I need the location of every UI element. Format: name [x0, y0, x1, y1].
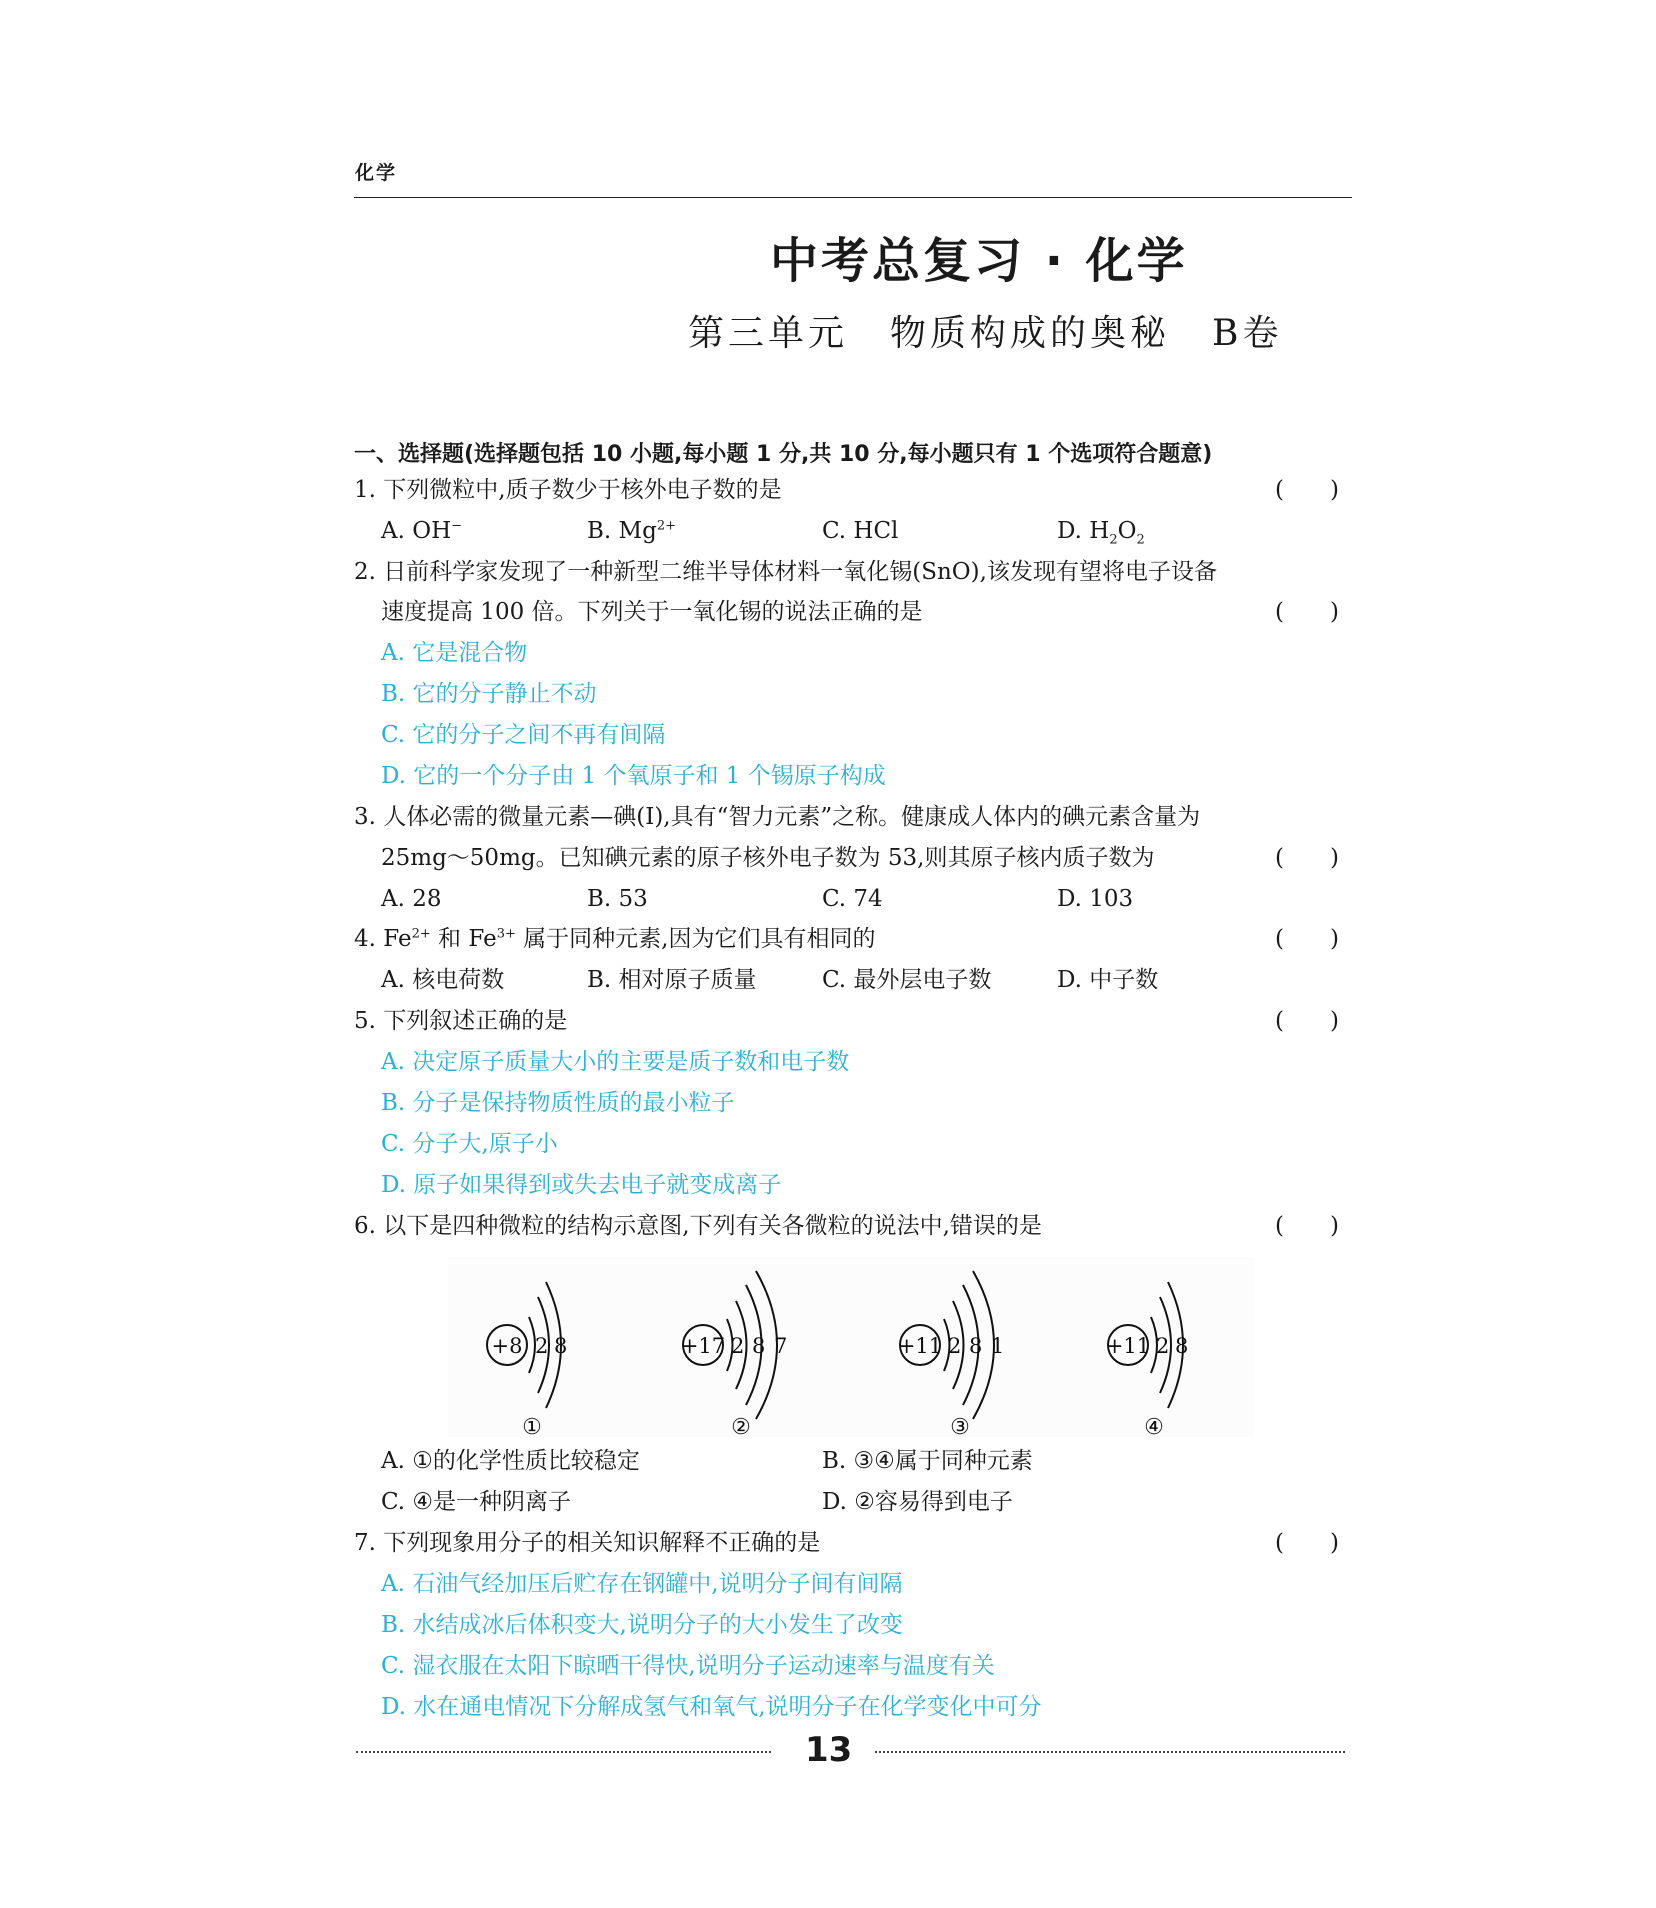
q7-answer-paren: ( ) [1275, 1530, 1339, 1556]
particle-1-nucleus-charge: +8 [491, 1334, 523, 1358]
q7-option-d: D. 水在通电情况下分解成氢气和氧气,说明分子在化学变化中可分 [381, 1694, 1042, 1720]
particle-1-diagram [487, 1282, 567, 1437]
sub-title-unit: 第三单元 [688, 313, 849, 354]
q3-option-b: B. 53 [587, 886, 648, 912]
q2-answer-paren: ( ) [1275, 599, 1339, 625]
q4-answer-paren: ( ) [1275, 926, 1339, 952]
q5-answer-paren: ( ) [1275, 1008, 1339, 1034]
q5-stem: 5. 下列叙述正确的是 [354, 1008, 568, 1034]
q4-option-a: A. 核电荷数 [381, 967, 505, 993]
particle-2-diagram [681, 1271, 788, 1437]
q2-stem-line2: 速度提高 100 倍。下列关于一氧化锡的说法正确的是 [381, 599, 923, 625]
footer-dotted-rule-right [875, 1751, 1345, 1753]
particle-3-shell-3: 1 [991, 1334, 1005, 1358]
q1-option-c: C. HCl [822, 518, 899, 544]
sub-title [688, 305, 1283, 356]
q1-option-a: A. OH− [381, 518, 463, 544]
footer-dotted-rule-left [356, 1751, 771, 1753]
particle-2-nucleus-charge: +17 [680, 1334, 726, 1358]
q3-option-c: C. 74 [822, 886, 883, 912]
q6-option-d: D. ②容易得到电子 [822, 1489, 1013, 1515]
main-title: 中考总复习 · 化学 [770, 233, 1188, 289]
page-number: 13 [805, 1730, 853, 1770]
q6-option-b: B. ③④属于同种元素 [822, 1448, 1033, 1474]
particle-4-diagram [1106, 1282, 1189, 1437]
section-heading: 一、选择题(选择题包括 10 小题,每小题 1 分,共 10 分,每小题只有 1 个选项符合题意) [354, 442, 1213, 467]
q2-option-b: B. 它的分子静止不动 [381, 681, 597, 707]
particle-1-label: ① [522, 1415, 542, 1437]
q4-option-d: D. 中子数 [1057, 967, 1159, 993]
particle-2-shell-2: 8 [752, 1334, 766, 1358]
q3-option-a: A. 28 [381, 886, 442, 912]
particle-3-nucleus-charge: +11 [897, 1334, 943, 1358]
sub-title-volume: B卷 [1212, 313, 1283, 354]
particle-3-label: ③ [950, 1415, 970, 1437]
sub-title-topic: 物质构成的奥秘 [890, 313, 1171, 354]
particle-3-diagram [898, 1271, 1005, 1437]
particle-3-shell-1: 2 [948, 1334, 962, 1358]
q4-stem: 4. $Fe^{2+}$ 和 $Fe^{3+}$ 属于同种元素,因为它们具有相同的 [354, 926, 876, 952]
q2-option-a: A. 它是混合物 [381, 640, 528, 666]
particle-2-shell-1: 2 [731, 1334, 745, 1358]
q5-option-b: B. 分子是保持物质性质的最小粒子 [381, 1090, 735, 1116]
q3-stem-line1: 3. 人体必需的微量元素—碘(I),具有“智力元素”之称。健康成人体内的碘元素含量为 [354, 804, 1201, 830]
q6-option-a: A. ①的化学性质比较稳定 [381, 1448, 640, 1474]
q2-option-c: C. 它的分子之间不再有间隔 [381, 722, 666, 748]
header-rule [354, 197, 1352, 198]
particle-1-shell-2: 8 [554, 1334, 568, 1358]
q1-option-d: D. $H_2O_2$ [1057, 518, 1145, 548]
particle-3-shell-2: 8 [969, 1334, 983, 1358]
q6-stem: 6. 以下是四种微粒的结构示意图,下列有关各微粒的说法中,错误的是 [354, 1213, 1042, 1239]
q1-option-b: B. $Mg^{2+}$ [587, 518, 676, 544]
q7-stem: 7. 下列现象用分子的相关知识解释不正确的是 [354, 1530, 821, 1556]
q7-option-a: A. 石油气经加压后贮存在钢罐中,说明分子间有间隔 [381, 1571, 903, 1597]
q6-answer-paren: ( ) [1275, 1213, 1339, 1239]
particle-4-shell-2: 8 [1175, 1334, 1189, 1358]
q5-option-d: D. 原子如果得到或失去电子就变成离子 [381, 1172, 782, 1198]
q7-option-c: C. 湿衣服在太阳下晾晒干得快,说明分子运动速率与温度有关 [381, 1653, 995, 1679]
q3-stem-line2: 25mg～50mg。已知碘元素的原子核外电子数为 53,则其原子核内质子数为 [381, 845, 1155, 871]
q6-option-c: C. ④是一种阴离子 [381, 1489, 572, 1515]
q2-option-d: D. 它的一个分子由 1 个氧原子和 1 个锡原子构成 [381, 763, 886, 789]
q5-option-a: A. 决定原子质量大小的主要是质子数和电子数 [381, 1049, 850, 1075]
particle-4-nucleus-charge: +11 [1105, 1334, 1151, 1358]
q3-option-d: D. 103 [1057, 886, 1134, 912]
particle-1-shell-1: 2 [535, 1334, 549, 1358]
q5-option-c: C. 分子大,原子小 [381, 1131, 558, 1157]
q1-stem: 1. 下列微粒中,质子数少于核外电子数的是 [354, 477, 782, 503]
atomic-structure-diagrams [448, 1257, 1254, 1437]
particle-4-shell-1: 2 [1156, 1334, 1170, 1358]
particle-2-shell-3: 7 [774, 1334, 788, 1358]
particle-4-label: ④ [1144, 1415, 1164, 1437]
atomic-structure-figure [448, 1257, 1254, 1437]
q4-option-b: B. 相对原子质量 [587, 967, 757, 993]
q4-option-c: C. 最外层电子数 [822, 967, 992, 993]
particle-2-label: ② [731, 1415, 751, 1437]
running-header: 化学 [355, 162, 398, 184]
q3-answer-paren: ( ) [1275, 845, 1339, 871]
q1-answer-paren: ( ) [1275, 477, 1339, 503]
q2-stem-line1: 2. 日前科学家发现了一种新型二维半导体材料一氧化锡(SnO),该发现有望将电子设备 [354, 559, 1217, 585]
q7-option-b: B. 水结成冰后体积变大,说明分子的大小发生了改变 [381, 1612, 903, 1638]
